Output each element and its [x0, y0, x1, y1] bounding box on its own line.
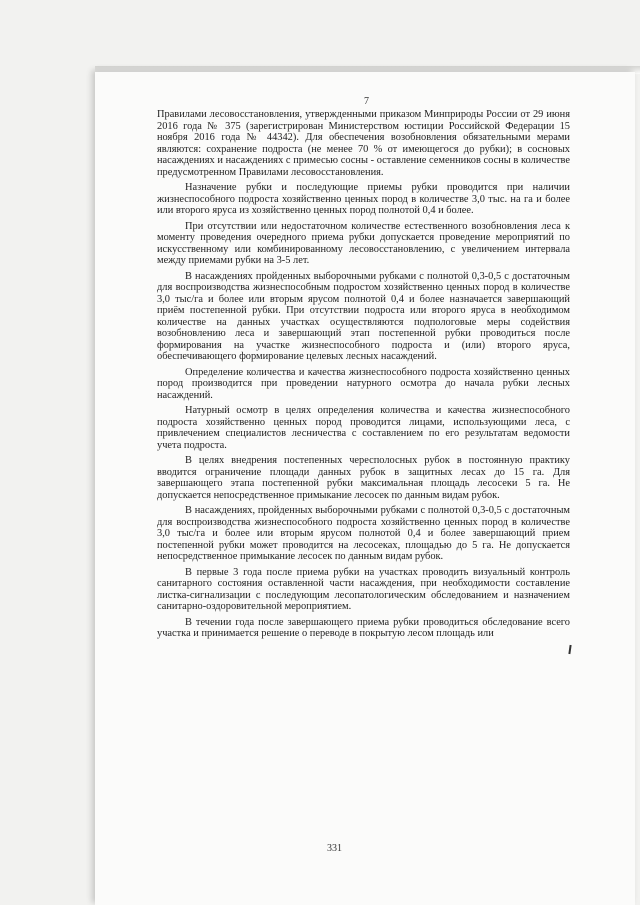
paragraph-10: В течении года после завершающего приема рубки проводиться обследование всего участка и принимается решение о переводе в покрытую лесом площадь или	[157, 616, 570, 639]
paragraph-4: В насаждениях пройденных выборочными рубками с полнотой 0,3-0,5 с достаточным для воспроизводства жизнеспособным подростом хозяйственно ценных пород в количестве 3,0 тыс/га и более или вторым ярусом полнотой 0,4 и более назначается завершающий приём постепенной рубки. При отсутствии подроста или второго яруса в необходимом количестве на данных участках осуществляются подпологовые меры содействия возобновлению леса и завершающий этап постепенной рубки проводиться после формирования на участке жизнеспособного подроста и (или) второго яруса, обеспечивающего формирование целевых лесных насаждений.	[157, 270, 570, 362]
paragraph-5: Определение количества и качества жизнеспособного подроста хозяйственно ценных пород производится при проведении натурного осмотра до начала рубки лесных насаждений.	[157, 366, 570, 401]
page-number-top: 7	[364, 96, 369, 107]
page-number-bottom: 331	[327, 843, 342, 854]
paragraph-3: При отсутствии или недостаточном количестве естественного возобновления леса к моменту проведения очередного приема рубки допускается проведение мероприятий по искусственному или комбинированному лесовосстановлению, с увеличением интервала между приемами рубки на 3-5 лет.	[157, 220, 570, 266]
paragraph-9: В первые 3 года после приема рубки на участках проводить визуальный контроль санитарного состояния оставленной части насаждения, при необходимости составление листка-сигнализации с последующим лесопатологическим обследованием и назначением санитарно-оздоровительной мероприятием.	[157, 566, 570, 612]
paragraph-2: Назначение рубки и последующие приемы рубки проводится при наличии жизнеспособного подроста хозяйственно ценных пород в количестве 3,0 тыс. на га и более или второго яруса из хозяйственно ценных пород полнотой 0,4 и более.	[157, 182, 570, 216]
paragraph-8: В насаждениях, пройденных выборочными рубками с полнотой 0,3-0,5 с достаточным для воспроизводства жизнеспособного подроста хозяйственно ценных пород в количестве 3,0 тыс/га и более или вторым ярусом полнотой 0,4 и более завершающий прием постепенной рубки может проводится на лесосеках, площадью до 5 га. Не допускается непосредственное примыкание лесосек по данным видам рубок.	[157, 505, 570, 562]
paragraph-6: Натурный осмотр в целях определения количества и качества жизнеспособного подроста хозяйственно ценных пород проводится лицами, использующими леса, с привлечением специалистов лесничества с составлением по его результатам ведомости учета подроста.	[157, 405, 570, 451]
document-body	[157, 109, 570, 644]
paragraph-1: Правилами лесовосстановления, утвержденными приказом Минприроды России от 29 июня 2016 года № 375 (зарегистрирован Министерством юстиции Российской Федерации 15 ноября 2016 года № 44342). Для обеспечения возобновления обязательными мерами являются: сохранение подроста (не менее 70 % от имеющегося до рубки); в сосновых насаждениях и насаждениях с примесью сосны - оставление семенников сосны в количестве предусмотренном Правилами лесовосстановления.	[157, 109, 570, 178]
paragraph-7: В целях внедрения постепенных чересполосных рубок в постоянную практику вводится ограничение площади данных рубок в защитных лесах до 15 га. Для завершающего этапа постепенной рубки максимальная площадь лесосеки 5 га. Не допускается непосредственное примыкание лесосек по данным видам рубок.	[157, 455, 570, 501]
